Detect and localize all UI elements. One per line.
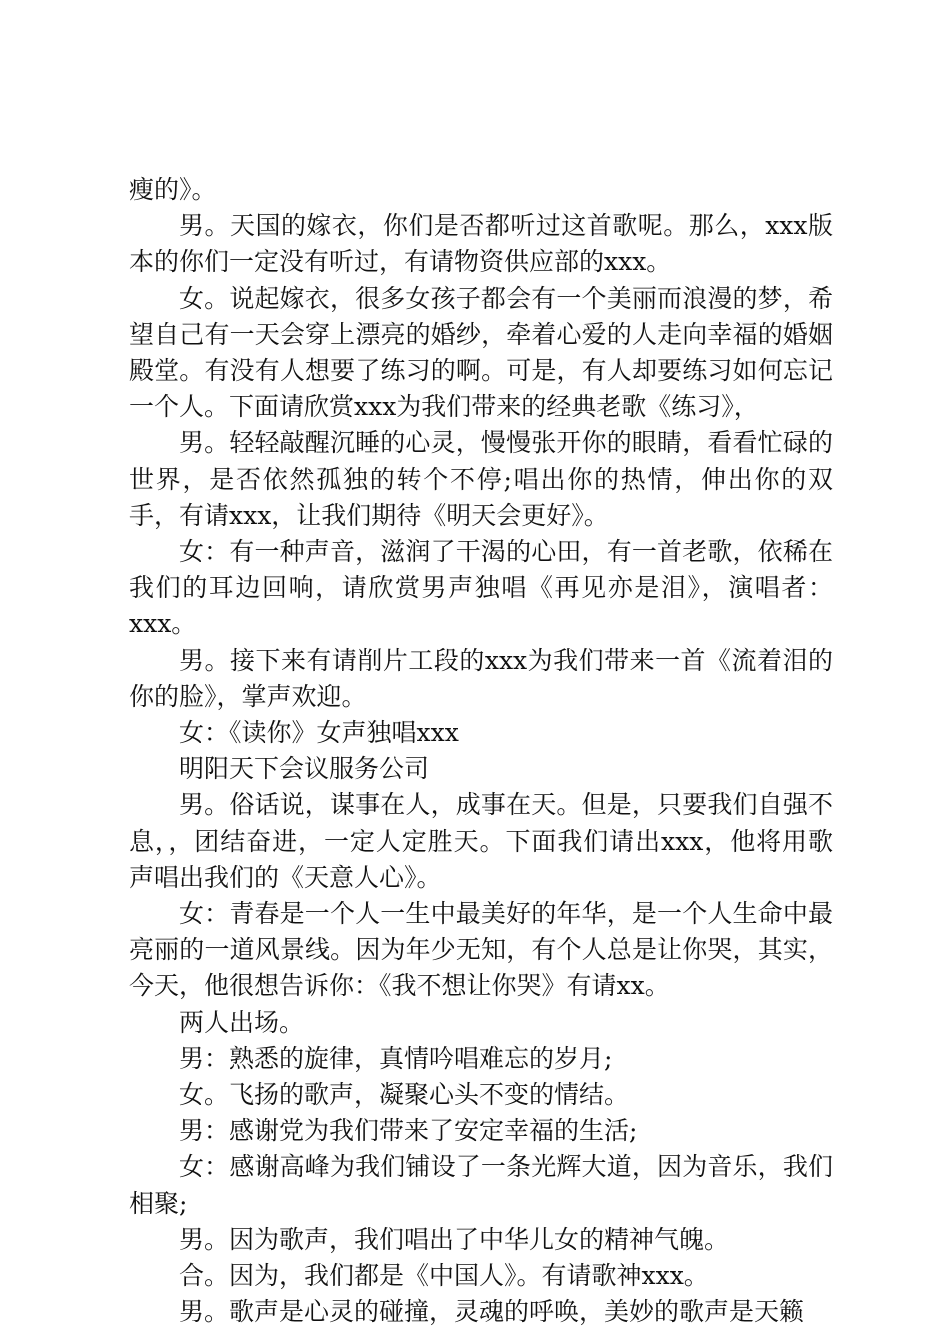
paragraph: 女：青春是一个人一生中最美好的年华，是一个人生命中最亮丽的一道风景线。因为年少无知，有个人总是让你哭，其实，今天，他很想告诉你：《我不想让你哭》有请xx。 [129, 899, 833, 1001]
paragraph: 男。因为歌声，我们唱出了中华儿女的精神气魄。 [179, 1224, 730, 1254]
paragraph: 男。歌声是心灵的碰撞，灵魂的呼唤，美妙的歌声是天籁 [179, 1297, 805, 1327]
paragraph: 男。天国的嫁衣，你们是否都听过这首歌呢。那么，xxx版本的你们一定没有听过，有请物资供应部的xxx。 [129, 211, 833, 277]
paragraph-continuation: 瘦的》。 [129, 175, 217, 204]
paragraph: 明阳天下会议服务公司 [179, 754, 430, 784]
paragraph: 男：感谢党为我们带来了安定幸福的生活; [179, 1116, 638, 1146]
paragraph: 女。飞扬的歌声，凝聚心头不变的情结。 [179, 1080, 630, 1110]
paragraph: 女。说起嫁衣，很多女孩子都会有一个美丽而浪漫的梦，希望自己有一天会穿上漂亮的婚纱，牵着心爱的人走向幸福的婚姻殿堂。有没有人想要了练习的啊。可是，有人却要练习如何忘记一个人。下面请欣赏xxx为我们带来的经典老歌《练习》， [129, 283, 833, 422]
document-body [129, 172, 833, 1331]
paragraph: 女：有一种声音，滋润了干渴的心田，有一首老歌，依稀在我们的耳边回响，请欣赏男声独唱《再见亦是泪》，演唱者：xxx。 [129, 537, 833, 639]
paragraph: 男。接下来有请削片工段的xxx为我们带来一首《流着泪的你的脸》，掌声欢迎。 [129, 645, 833, 711]
paragraph: 男：熟悉的旋律，真情吟唱难忘的岁月; [179, 1043, 613, 1073]
paragraph: 女：《读你》女声独唱xxx [179, 718, 459, 748]
paragraph: 两人出场。 [179, 1007, 305, 1037]
paragraph: 女：感谢高峰为我们铺设了一条光辉大道，因为音乐，我们相聚; [129, 1152, 833, 1218]
paragraph: 男。俗话说，谋事在人，成事在天。但是，只要我们自强不息，，团结奋进，一定人定胜天。下面我们请出xxx，他将用歌声唱出我们的《天意人心》。 [129, 790, 833, 892]
paragraph: 合。因为，我们都是《中国人》。有请歌神xxx。 [179, 1261, 709, 1291]
paragraph: 男。轻轻敲醒沉睡的心灵，慢慢张开你的眼睛，看看忙碌的世界，是否依然孤独的转个不停;唱出你的热情，伸出你的双手，有请xxx，让我们期待《明天会更好》。 [129, 428, 833, 530]
